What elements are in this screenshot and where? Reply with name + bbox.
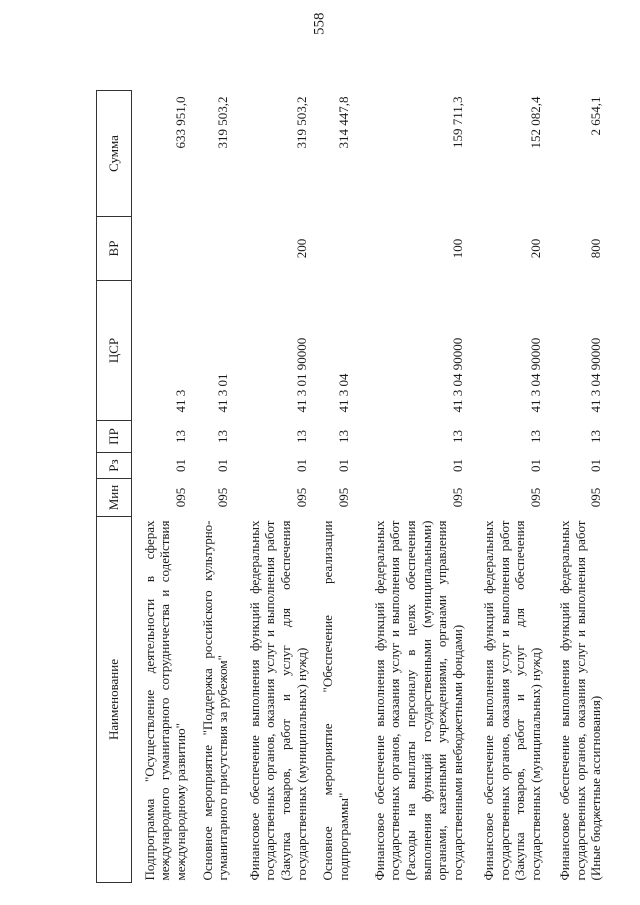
row-min: 095 xyxy=(215,487,231,508)
row-rz: 01 xyxy=(293,459,309,472)
table-row xyxy=(356,91,470,883)
row-csr: 41 3 04 90000 xyxy=(588,337,604,413)
row-rz: 01 xyxy=(528,459,544,472)
row-sum: 152 082,4 xyxy=(528,96,544,149)
row-csr: 41 3 01 xyxy=(215,373,231,413)
budget-table-sheet xyxy=(96,91,608,883)
row-sum: 159 711,3 xyxy=(449,96,465,149)
row-name: Подпрограмма "Осуществление деятельности в сферах международного гуманитарного сотрудничества и содействия международному развитию" xyxy=(141,520,188,881)
row-csr: 41 3 xyxy=(172,389,188,413)
header-vr: ВР xyxy=(97,217,132,281)
row-rz: 01 xyxy=(588,459,604,472)
table-row xyxy=(548,91,608,883)
header-rz: Рз xyxy=(97,453,132,479)
row-pr: 13 xyxy=(215,430,231,443)
row-sum: 319 503,2 xyxy=(293,96,309,149)
table-row xyxy=(313,91,356,883)
row-min: 095 xyxy=(449,487,465,508)
table-row xyxy=(469,91,547,883)
row-sum: 633 951,0 xyxy=(172,96,188,149)
row-csr: 41 3 04 xyxy=(336,373,352,413)
row-name: Основное мероприятие "Поддержка российского культурно-гуманитарного присутствия за рубежом" xyxy=(199,520,231,881)
row-sum: 314 447,8 xyxy=(336,96,352,149)
row-rz: 01 xyxy=(215,459,231,472)
header-min: Мин xyxy=(97,479,132,517)
row-vr xyxy=(192,217,235,281)
row-name: Финансовое обеспечение выполнения функций федеральных государственных органов, оказания услуг и выполнения работ (Закупка товаров, работ и услуг для обеспечения государственных (муниципальных) нужд) xyxy=(481,520,544,881)
row-min: 095 xyxy=(336,487,352,508)
row-rz: 01 xyxy=(172,459,188,472)
row-pr: 13 xyxy=(588,430,604,443)
row-name: Основное мероприятие "Обеспечение реализации подпрограммы" xyxy=(320,520,352,881)
row-rz: 01 xyxy=(449,459,465,472)
row-csr: 41 3 01 90000 xyxy=(293,337,309,413)
row-pr: 13 xyxy=(528,430,544,443)
row-name: Финансовое обеспечение выполнения функций федеральных государственных органов, оказания услуг и выполнения работ (Закупка товаров, работ и услуг для обеспечения государственных (муниципальных) нужд) xyxy=(246,520,309,881)
row-sum: 2 654,1 xyxy=(588,96,604,136)
budget-table xyxy=(96,90,608,883)
row-name: Финансовое обеспечение выполнения функций федеральных государственных органов, оказания услуг и выполнения работ (Иные бюджетные ассигнования) xyxy=(557,520,604,881)
row-vr: 800 xyxy=(588,238,604,259)
row-pr: 13 xyxy=(449,430,465,443)
table-header-row xyxy=(97,91,132,883)
page-number: 558 xyxy=(311,12,328,36)
row-vr: 100 xyxy=(449,238,465,259)
row-name: Финансовое обеспечение выполнения функций федеральных государственных органов, оказания услуг и выполнения работ (Расходы на выплаты персоналу в целях обеспечения выполнения функций государственными (муниципальными) органами, казенными учреждениями, органами управления государственными внебюджетными фондами) xyxy=(371,520,465,881)
row-min: 095 xyxy=(293,487,309,508)
row-vr xyxy=(132,217,193,281)
row-vr xyxy=(313,217,356,281)
row-vr: 200 xyxy=(293,238,309,259)
row-sum: 319 503,2 xyxy=(215,96,231,149)
row-csr: 41 3 04 90000 xyxy=(528,337,544,413)
row-pr: 13 xyxy=(336,430,352,443)
row-vr: 200 xyxy=(528,238,544,259)
header-name: Наименование xyxy=(97,517,132,883)
header-sum: Сумма xyxy=(97,91,132,217)
row-min: 095 xyxy=(172,487,188,508)
row-min: 095 xyxy=(528,487,544,508)
row-csr: 41 3 04 90000 xyxy=(449,337,465,413)
table-row xyxy=(192,91,235,883)
row-pr: 13 xyxy=(293,430,309,443)
table-row xyxy=(235,91,313,883)
row-rz: 01 xyxy=(336,459,352,472)
row-min: 095 xyxy=(588,487,604,508)
row-pr: 13 xyxy=(172,430,188,443)
header-csr: ЦСР xyxy=(97,281,132,421)
table-row xyxy=(132,91,193,883)
header-pr: ПР xyxy=(97,421,132,453)
